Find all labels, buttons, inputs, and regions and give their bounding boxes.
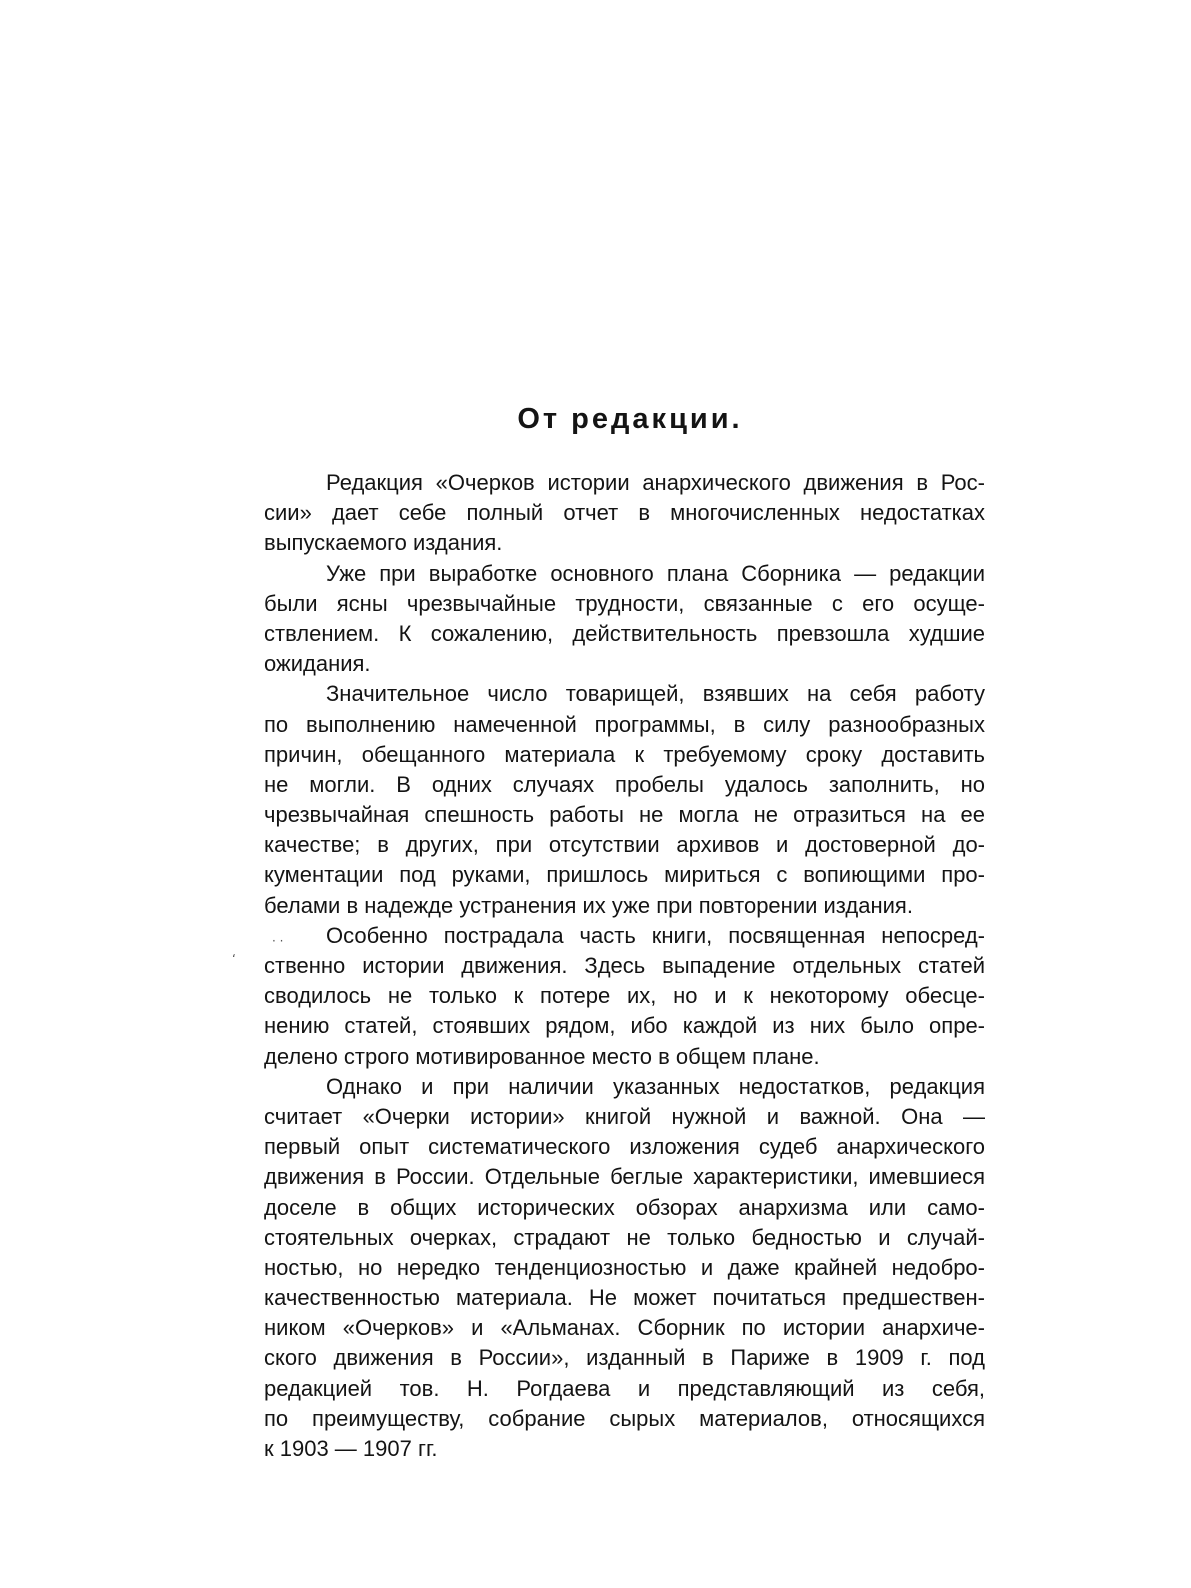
text-line: Однако и при наличии указанных недостатков, редакция [326, 1073, 985, 1099]
text-line: Особенно пострадала часть книги, посвященная непосред- [326, 922, 985, 948]
page-title: От редакции. [517, 403, 743, 435]
text-line: чрезвычайная спешность работы не могла не отразиться на ее [264, 802, 985, 828]
text-line: по преимуществу, собрание сырых материалов, относящихся [264, 1405, 985, 1431]
scan-speck: · · [272, 934, 284, 948]
text-line: ственно истории движения. Здесь выпадение отдельных статей [264, 953, 985, 978]
text-line: ожидания. [264, 651, 371, 677]
text-line: редакцией тов. Н. Рогдаева и представляющий из себя, [264, 1375, 985, 1401]
paragraph [264, 679, 985, 921]
text-line: к 1903 — 1907 гг. [264, 1436, 438, 1461]
text-line: ностью, но нередко тенденциозностью и даже крайней недобро- [264, 1254, 985, 1280]
text-line: Редакция «Очерков истории анархического движения в Рос- [326, 470, 985, 495]
text-line: движения в России. Отдельные беглые характеристики, имевшиеся [264, 1164, 985, 1190]
text-line: Уже при выработке основного плана Сборника — редакции [326, 560, 985, 586]
text-line: по выполнению намеченной программы, в силу разнообразных [264, 711, 985, 737]
text-line: стоятельных очерках, страдают не только бедностью и случай- [264, 1224, 985, 1250]
text-line: делено строго мотивированное место в общем плане. [264, 1043, 820, 1069]
text-line: ником «Очерков» и «Альманах. Сборник по истории анархиче- [264, 1315, 985, 1341]
text-line: были ясны чрезвычайные трудности, связанные с его осуще- [264, 590, 985, 616]
paragraph [264, 468, 985, 559]
text-line: доселе в общих исторических обзорах анархизма или само- [264, 1194, 985, 1220]
scan-speck: ‘ [232, 952, 236, 966]
text-line: не могли. В одних случаях пробелы удалось заполнить, но [264, 771, 985, 797]
text-line: кументации под руками, пришлось мириться с вопиющими про- [264, 862, 985, 888]
text-line: качественностью материала. Не может почитаться предшествен- [264, 1285, 985, 1311]
text-line: считает «Очерки истории» книгой нужной и важной. Она — [264, 1103, 985, 1129]
body-text [264, 468, 985, 1464]
text-line: ского движения в России», изданный в Париже в 1909 г. под [264, 1345, 985, 1371]
text-line: первый опыт систематического изложения судеб анархического [264, 1134, 985, 1160]
text-line: качестве; в других, при отсутствии архивов и достоверной до- [264, 832, 985, 858]
text-line: выпускаемого издания. [264, 530, 503, 556]
text-line: Значительное число товарищей, взявших на себя работу [326, 681, 985, 707]
text-line: белами в надежде устранения их уже при повторении издания. [264, 892, 913, 918]
paragraph [264, 921, 985, 1072]
text-line: ствлением. К сожалению, действительность превзошла худшие [264, 620, 985, 646]
text-line: нению статей, стоявших рядом, ибо каждой из них было опре- [264, 1013, 985, 1039]
paragraph [264, 559, 985, 680]
text-line: сии» дает себе полный отчет в многочисленных недостатках [264, 500, 985, 526]
text-line: сводилось не только к потере их, но и к некоторому обесце- [264, 983, 985, 1009]
text-line: причин, обещанного материала к требуемому сроку доставить [264, 741, 985, 767]
paragraph [264, 1072, 985, 1464]
